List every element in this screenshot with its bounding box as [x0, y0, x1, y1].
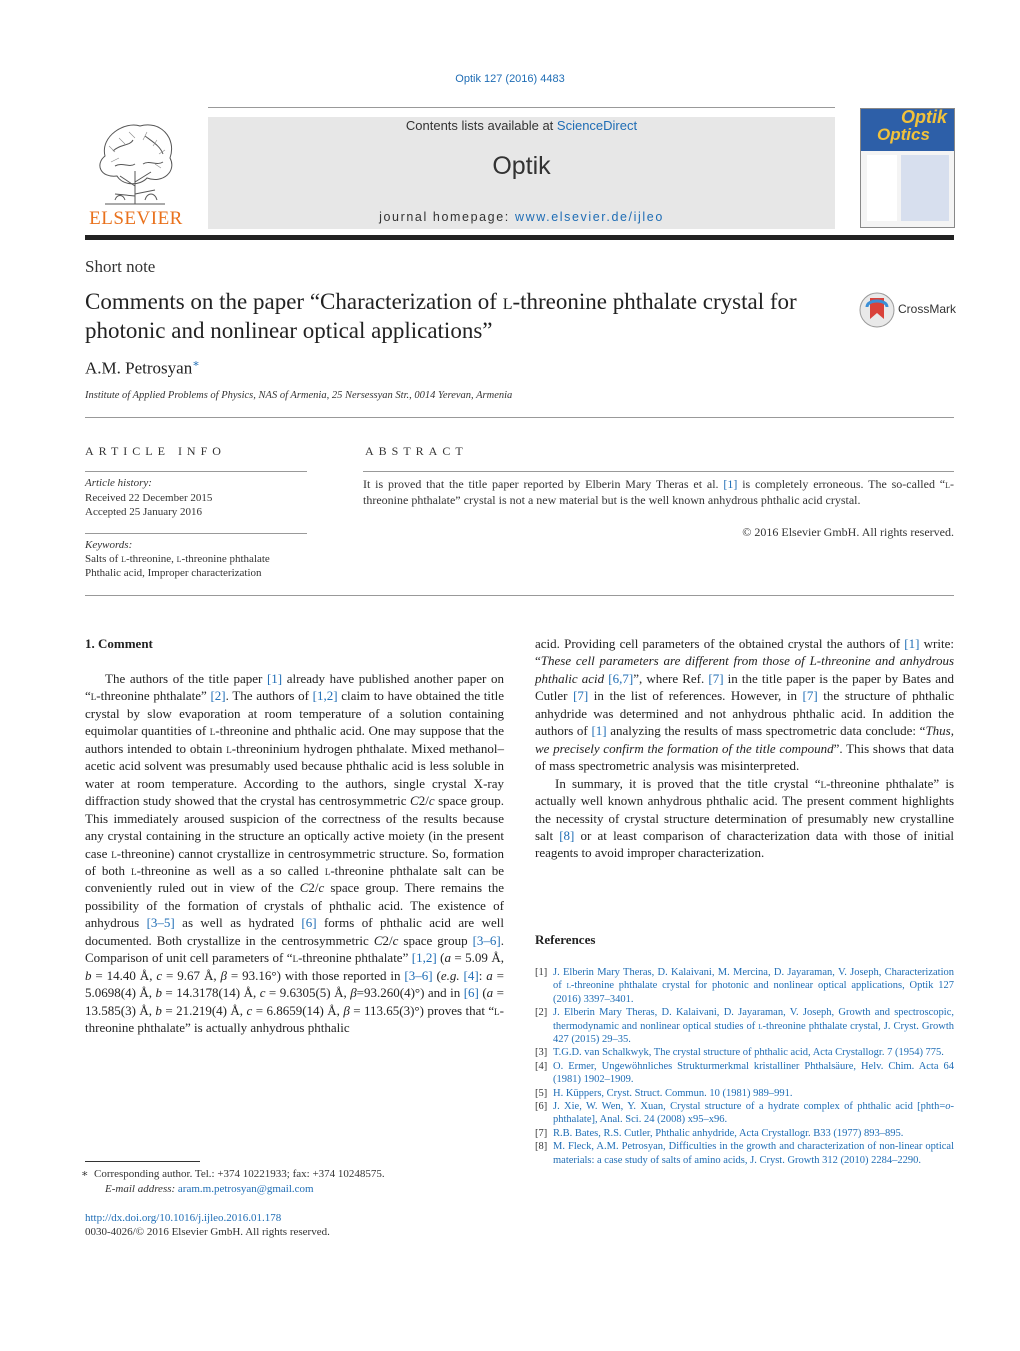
article-type: Short note: [85, 257, 156, 276]
abstract-copyright: © 2016 Elsevier GmbH. All rights reserved.: [742, 525, 954, 539]
citation-link[interactable]: [3–6]: [404, 967, 433, 983]
header-thick-rule: [85, 235, 954, 240]
corresponding-author-note: [81, 1167, 513, 1182]
cover-title: Optik: [901, 108, 948, 127]
reference-item: [535, 1006, 954, 1046]
journal-title: Optik: [492, 152, 551, 180]
corresponding-author-text: Corresponding author. Tel.: +374 10221933; fax: +374 10248575.: [93, 1168, 385, 1180]
body-right-column: [535, 635, 954, 862]
reference-link[interactable]: J. Elberin Mary Theras, D. Kalaivani, M. Mercina, D. Jayaraman, V. Joseph, Characterization of l-threonine phthalate crystal for photonic and nonlinear optical applications, Optik 127 (2016) 3397–3401.: [553, 967, 954, 1005]
citation-link[interactable]: [1]: [904, 636, 920, 651]
email-note: [93, 1182, 513, 1197]
reference-number: [1]: [535, 967, 548, 978]
citation-link[interactable]: [3–6]: [472, 932, 501, 948]
crossmark-label: CrossMark: [898, 302, 957, 316]
references-heading: References: [535, 932, 596, 947]
reference-number: [4]: [535, 1060, 548, 1072]
reference-item: [535, 1100, 954, 1127]
citation-link[interactable]: [1]: [591, 723, 607, 739]
keywords-line: Phthalic acid, Improper characterization: [85, 567, 262, 579]
citation-link[interactable]: [7]: [573, 688, 589, 704]
citation-link[interactable]: [7]: [802, 688, 818, 704]
abstract-text: It is proved that the title paper reported by Elberin Mary Theras et al. [1] is completely erroneous. The so-called “l-threonine phthalate” crystal is not a new material but is the well known anhydrous phthalic acid crystal.: [363, 477, 954, 508]
doi-link[interactable]: http://dx.doi.org/10.1016/j.ijleo.2016.01.178: [85, 1212, 282, 1224]
body-left-column: [85, 670, 504, 1037]
divider: [85, 595, 954, 596]
reference-number: [6]: [535, 1101, 548, 1113]
journal-cover-thumbnail[interactable]: [860, 108, 955, 228]
reference-number: [2]: [535, 1007, 548, 1019]
crossmark-icon: [858, 291, 896, 329]
citation-link[interactable]: [1]: [266, 671, 283, 686]
footnote-mark: ∗: [81, 1168, 89, 1180]
divider: [85, 533, 307, 534]
author-name: A.M. Petrosyan: [85, 358, 193, 378]
homepage-link[interactable]: www.elsevier.de/ijleo: [514, 210, 664, 224]
accepted-date: Accepted 25 January 2016: [85, 506, 202, 518]
keywords-label: Keywords:: [85, 539, 133, 551]
reference-item: [535, 1140, 954, 1167]
references-list: [535, 966, 954, 1167]
reference-item: [535, 1046, 954, 1059]
reference-item: [535, 1087, 954, 1100]
issn-copyright: 0030-4026/© 2016 Elsevier GmbH. All rights reserved.: [85, 1226, 330, 1238]
citation-link[interactable]: [8]: [559, 827, 575, 843]
citation-link[interactable]: [1,2]: [312, 688, 338, 704]
body-paragraph: In summary, it is proved that the title crystal “l-threonine phthalate” is actually well known anhydrous phthalic acid. The present comment highlights the necessity of crystal structure determination of presumably new crystalline salt [8] or at least comparison of characterization data with those of initial reagents to avoid improper characterization.: [535, 775, 954, 861]
corresponding-author-mark[interactable]: ∗: [192, 358, 200, 370]
citation-link[interactable]: [3–5]: [146, 915, 175, 931]
cover-subtitle: Optics: [877, 125, 930, 144]
reference-number: [5]: [535, 1087, 548, 1099]
citation-link[interactable]: [7]: [708, 670, 724, 686]
reference-item: [535, 1060, 954, 1087]
citation-link[interactable]: [6]: [301, 915, 317, 931]
body-paragraph: acid. Providing cell parameters of the obtained crystal the authors of [1] write: “These cell parameters are different from those of L-threonine and anhydrous phthalic acid [6,7]”, where Ref. [7] in the title paper is the paper by Bates and Cutler [7] in the list of references. However, in [7] the structure of phthalic anhydride was determined and not anhydrous phthalic acid. In addition the authors of [1] analyzing the results of mass spectrometric data conclude: “Thus, we precisely confirm the formation of the title compound”. This shows that data of mass spectrometric analysis was misinterpreted.: [535, 636, 954, 774]
citation-link[interactable]: [4]: [463, 967, 479, 983]
reference-link[interactable]: M. Fleck, A.M. Petrosyan, Difficulties in the growth and characterization of non-linear optical materials: a case study of salts of amino acids, J. Cryst. Growth 312 (2010) 2284–2290.: [553, 1141, 954, 1166]
article-info-heading: ARTICLE INFO: [85, 444, 226, 458]
author-line: [85, 357, 200, 379]
reference-number: [7]: [535, 1127, 548, 1139]
body-paragraph: The authors of the title paper [1] already have published another paper on “l-threonine phthalate” [2]. The authors of [1,2] claim to have obtained the title crystal by slow evaporation at room temperature of a solution containing equimolar quantities of l-threonine and phthalic acid. One may suppose that the authors intended to obtain l-threoninium hydrogen phthalate. Mixed methanol–acetic acid solvent was presumably used because phthalic acid is less soluble in water at room temperature. According to the authors, single crystal X-ray diffraction study showed that the crystal has centrosymmetric C2/c space group. This immediately aroused suspicion of the correctness of the results because any crystal containing in the structure an optically active moiety (in the present case l-threonine) cannot crystallize in centrosymmetric structure. So, formation of both l-threonine as well as a so called l-threonine phthalate salt can be conveniently ruled out in view of the C2/c space group. There remains the possibility of the formation of crystals of phthalic acid. The existence of anhydrous [3–5] as well as hydrated [6] forms of phthalic acid are well documented. Both crystallize in the centrosymmetric C2/c space group [3–6]. Comparison of unit cell parameters of “l-threonine phthalate” [1,2] (a = 5.09 Å, b = 14.40 Å, c = 9.67 Å, β = 93.16°) with those reported in [3–6] (e.g. [4]: a = 5.0698(4) Å, b = 14.3178(14) Å, c = 9.6305(5) Å, β=93.260(4)°) and in [6] (a = 13.585(3) Å, b = 21.219(4) Å, c = 6.8659(14) Å, β = 113.65(3)°) proves that “l-threonine phthalate” is actually anhydrous phthalic: [85, 671, 505, 1036]
keywords-line: Salts of l-threonine, l-threonine phthalate: [85, 553, 270, 565]
reference-link[interactable]: H. Küppers, Cryst. Struct. Commun. 10 (1981) 989–991.: [553, 1087, 793, 1099]
footnote: [81, 1167, 513, 1197]
reference-number: [8]: [535, 1141, 548, 1153]
reference-item: [535, 1127, 954, 1140]
citation-link[interactable]: [6]: [463, 985, 479, 1001]
crossmark-badge[interactable]: [858, 291, 958, 329]
divider: [85, 471, 307, 472]
abstract-heading: ABSTRACT: [365, 444, 468, 458]
citation-link[interactable]: [1,2]: [411, 950, 437, 966]
cover-toc-panel: [867, 155, 897, 221]
elsevier-wordmark: ELSEVIER: [89, 208, 183, 229]
reference-number: [3]: [535, 1047, 548, 1059]
citation-link[interactable]: [1]: [723, 477, 738, 491]
article-history-label: Article history:: [85, 477, 152, 489]
journal-citation-link[interactable]: Optik 127 (2016) 4483: [455, 73, 565, 85]
divider: [85, 417, 954, 418]
author-affiliation: Institute of Applied Problems of Physics, NAS of Armenia, 25 Nersessyan Str., 0014 Yerevan, Armenia: [85, 390, 513, 401]
footnote-rule: [85, 1161, 200, 1162]
email-link[interactable]: aram.m.petrosyan@gmail.com: [177, 1183, 314, 1195]
reference-link[interactable]: J. Elberin Mary Theras, D. Kalaivani, D. Jayaraman, V. Joseph, Growth and spectroscopic, thermodynamic and nonlinear optical studies of l-threonine phthalate crystal, J. Cryst. Growth 427 (2015) 29–35.: [553, 1007, 954, 1046]
header-divider: [208, 107, 835, 108]
contents-availability: [208, 118, 835, 133]
email-label: E-mail address:: [105, 1183, 178, 1195]
cover-content-panel: [901, 155, 949, 221]
journal-homepage: [208, 210, 835, 224]
homepage-prefix: journal homepage:: [379, 210, 515, 224]
citation-link[interactable]: [6,7]: [608, 670, 634, 686]
reference-link[interactable]: R.B. Bates, R.S. Cutler, Phthalic anhydride, Acta Crystallogr. B33 (1977) 893–895.: [553, 1127, 904, 1139]
article-title: Comments on the paper “Characterization of l-threonine phthalate crystal for photonic and nonlinear optical applications”: [85, 289, 797, 343]
divider: [363, 471, 954, 472]
sciencedirect-link[interactable]: ScienceDirect: [556, 118, 638, 133]
received-date: Received 22 December 2015: [85, 492, 213, 504]
reference-item: [535, 966, 954, 1006]
contents-prefix: Contents lists available at: [405, 118, 557, 133]
reference-link[interactable]: O. Ermer, Ungewöhnliches Strukturmerkmal kristalliner Phthalsäure, Helv. Chim. Acta 64 (1981) 1902–1909.: [553, 1060, 954, 1086]
citation-link[interactable]: [2]: [210, 688, 226, 704]
reference-link[interactable]: J. Xie, W. Wen, Y. Xuan, Crystal structure of a hydrate complex of phthalic acid [phth=o-phthalate], Anal. Sci. 24 (2008) x95–x96.: [553, 1101, 954, 1126]
section-heading: 1. Comment: [85, 636, 153, 651]
reference-link[interactable]: T.G.D. van Schalkwyk, The crystal structure of phthalic acid, Acta Crystallogr. 7 (1954) 775.: [553, 1047, 944, 1059]
